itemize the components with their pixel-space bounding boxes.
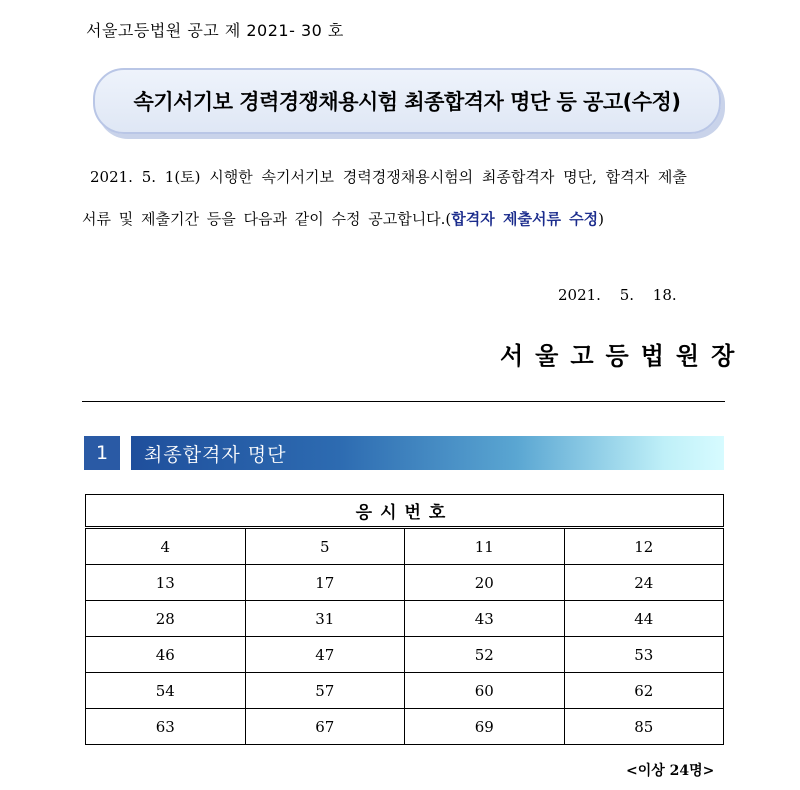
table-cell: 85	[564, 709, 724, 745]
table-header: 응시번호	[86, 495, 724, 528]
table-cell: 44	[564, 601, 724, 637]
table-row	[86, 637, 724, 673]
body-line-1: 2021. 5. 1(토) 시행한 속기서기보 경력경쟁채용시험의 최종합격자 명단, 합격자 제출	[90, 168, 687, 186]
table-row	[86, 601, 724, 637]
document-title: 속기서기보 경력경쟁채용시험 최종합격자 명단 등 공고(수정)	[133, 90, 681, 114]
table-cell: 24	[564, 565, 724, 601]
table-cell: 46	[86, 637, 246, 673]
table-row	[86, 673, 724, 709]
divider-line	[82, 401, 725, 402]
total-count: <이상 24명>	[626, 763, 715, 779]
table-cell: 11	[405, 528, 565, 565]
body-line-2-highlight: 합격자 제출서류 수정	[451, 210, 599, 228]
table-cell: 53	[564, 637, 724, 673]
body-line-2-suffix: )	[598, 210, 605, 228]
notice-date: 2021. 5. 18.	[558, 286, 677, 304]
table-cell: 28	[86, 601, 246, 637]
table-cell: 63	[86, 709, 246, 745]
body-line-2	[82, 208, 727, 229]
table-cell: 67	[245, 709, 405, 745]
exam-number-table	[85, 494, 724, 745]
table-header-row	[86, 495, 724, 528]
table-cell: 69	[405, 709, 565, 745]
table-cell: 12	[564, 528, 724, 565]
section-number: 1	[84, 436, 120, 470]
notice-number: 서울고등법원 공고 제 2021- 30 호	[86, 21, 344, 40]
table-cell: 62	[564, 673, 724, 709]
table-row	[86, 528, 724, 565]
title-banner	[93, 68, 721, 134]
table-cell: 52	[405, 637, 565, 673]
table-row	[86, 709, 724, 745]
table-row	[86, 565, 724, 601]
table-cell: 20	[405, 565, 565, 601]
table-cell: 54	[86, 673, 246, 709]
section-title: 최종합격자 명단	[144, 443, 287, 466]
section-title-bar	[131, 436, 724, 470]
table-cell: 17	[245, 565, 405, 601]
table-body	[86, 528, 724, 745]
table-cell: 4	[86, 528, 246, 565]
table-cell: 47	[245, 637, 405, 673]
table-cell: 31	[245, 601, 405, 637]
table-cell: 60	[405, 673, 565, 709]
body-line-2-prefix: 서류 및 제출기간 등을 다음과 같이 수정 공고합니다.(	[82, 210, 452, 228]
table-cell: 5	[245, 528, 405, 565]
table-cell: 43	[405, 601, 565, 637]
table-cell: 57	[245, 673, 405, 709]
issuer-name: 서울고등법원장	[500, 341, 747, 370]
table-cell: 13	[86, 565, 246, 601]
